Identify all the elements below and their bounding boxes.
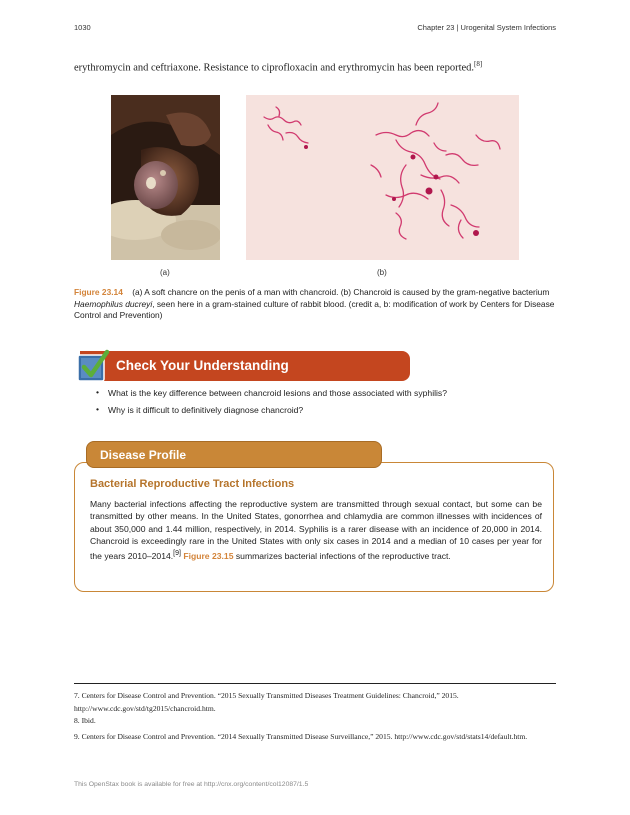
disease-profile-body [90,498,542,562]
list-item: • What is the key difference between chancroid lesions and those associated with syphilis? [96,388,447,405]
lead-paragraph [74,60,564,74]
disease-profile-reference[interactable]: [9] [173,549,181,557]
list-item: • Why is it difficult to definitively diagnose chancroid? [96,405,447,422]
figure-image-a [111,95,220,260]
caption-text-2: , seen here in a gram-stained culture of rabbit blood. (credit a, b: modification of work by Centers for Disease Control and Prevention) [74,298,555,320]
figure-sublabel-b: (b) [377,268,387,277]
checkbox-icon [76,349,110,383]
disease-profile-title: Disease Profile [100,448,187,462]
chapter-header: Chapter 23 | Urogenital System Infections [417,23,556,32]
figure-image-b [246,95,519,260]
page-footer: This OpenStax book is available for free at http://cnx.org/content/col12087/1.5 [74,781,309,788]
figure-label: Figure 23.14 [74,287,123,297]
disease-profile-text-2: summarizes bacterial infections of the reproductive tract. [233,550,451,561]
page-number: 1030 [74,23,91,32]
figure-sublabel-a: (a) [160,268,170,277]
check-understanding-title: Check Your Understanding [116,358,289,373]
check-understanding-list [96,388,447,422]
figure-caption [74,287,556,322]
footnote-9: 9. Centers for Disease Control and Prevention. “2014 Sexually Transmitted Disease Surveillance,” 2015. http://www.cdc.gov/std/stats14/default.htm. [74,732,528,741]
disease-profile-heading: Bacterial Reproductive Tract Infections [90,478,295,490]
caption-text-1: (a) A soft chancre on the penis of a man with chancroid. (b) Chancroid is caused by the gram-negative bacterium [132,287,550,297]
lead-reference[interactable]: [8] [474,60,483,68]
disease-profile-text-1: Many bacterial infections affecting the reproductive system are transmitted through sexual contact, but some can be transmitted by other means. In the United States, gonorrhea and chlamydia are common illnesses with incidences of about 350,000 and 1.44 million, respectively, in 2014. Syphilis is a rarer disease with an incidence of 20,000 in 2014. Chancroid is exceedingly rare in the United States with only six cases in 2014 and a median of 10 cases per year for the years 2010–2014. [90,499,542,561]
footnote-divider [74,683,556,684]
footnote-8: 8. Ibid. [74,716,96,725]
lead-text: erythromycin and ceftriaxone. Resistance to ciprofloxacin and erythromycin has been reported. [74,62,475,74]
footnote-7: 7. Centers for Disease Control and Prevention. “2015 Sexually Transmitted Diseases Treatment Guidelines: Chancroid,” 2015. http://www.cdc.gov/std/tg2015/chancroid.htm. [74,691,459,713]
figure-link[interactable]: Figure 23.15 [183,550,234,561]
caption-italic-organism: Haemophilus ducreyi [74,298,153,309]
